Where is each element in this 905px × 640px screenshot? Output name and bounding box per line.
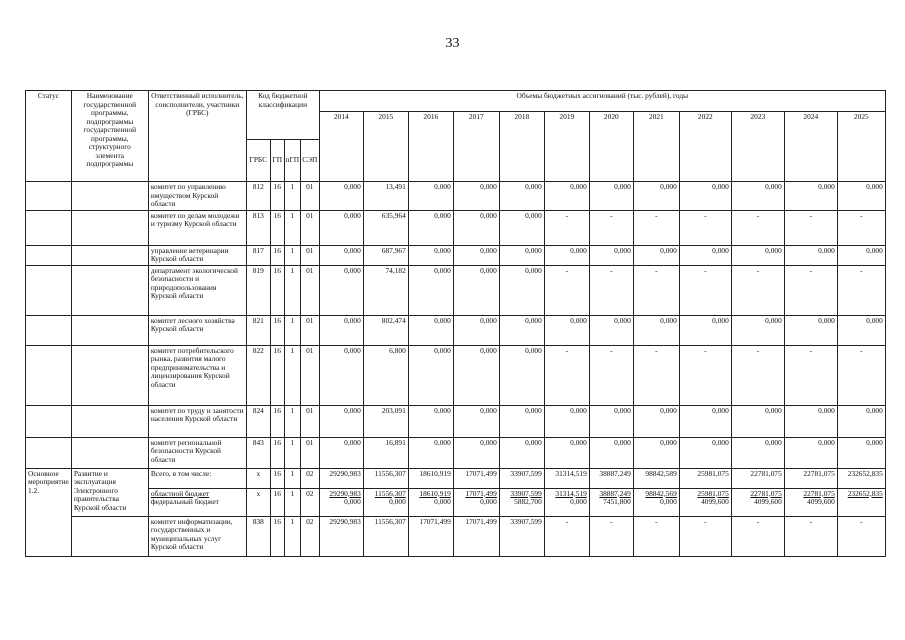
value-cell: 0,000	[837, 437, 885, 468]
value-cell: 0,000	[499, 265, 544, 315]
code-cell: 16	[270, 265, 284, 315]
value-cell: 0,000	[499, 315, 544, 345]
value-cell: 13,491	[363, 182, 408, 211]
value-cell: 0,000	[784, 315, 837, 345]
event-name-cell: Развитие и эксплуатация Электронного правительства Курской области	[71, 468, 148, 516]
value-cell: 0,000	[319, 345, 363, 405]
value-cell: 802,474	[363, 315, 408, 345]
value-cell: 0,000	[319, 437, 363, 468]
event-status-cell: Основное мероприятие 1.2.	[26, 468, 72, 556]
code-cell: 01	[300, 315, 319, 345]
value-cell: 98842,589	[633, 468, 679, 488]
page-number: 33	[445, 36, 460, 51]
value-cell: 0,000	[731, 437, 784, 468]
value-cell: 0,000	[544, 315, 589, 345]
code-cell: 01	[300, 405, 319, 437]
status-cell	[26, 210, 72, 245]
code-cell: х	[246, 488, 270, 516]
value-cell: 29290,983	[319, 468, 363, 488]
value-cell: 0,000	[679, 245, 731, 265]
code-cell: 16	[270, 315, 284, 345]
status-cell	[26, 245, 72, 265]
regional-budget-label: областной бюджет	[150, 488, 210, 498]
code-cell: 16	[270, 516, 284, 556]
code-cell: 16	[270, 468, 284, 488]
executor-cell: комитет по делам молодежи и туризму Курской области	[148, 210, 246, 245]
status-cell	[26, 265, 72, 315]
value-cell: -	[589, 345, 633, 405]
status-cell	[26, 345, 72, 405]
value-cell: 0,000	[408, 345, 453, 405]
value-cell: 17071,499	[453, 516, 499, 556]
value-cell: -	[731, 210, 784, 245]
code-cell: 16	[270, 182, 284, 211]
federal-value: 0,000	[344, 497, 361, 507]
value-cell: 0,000	[731, 182, 784, 211]
value-cell: -	[589, 516, 633, 556]
name-cell	[71, 182, 148, 211]
name-cell	[71, 245, 148, 265]
table-row	[26, 405, 886, 437]
value-cell: 33907,599	[499, 468, 544, 488]
value-cell: 22781,075	[731, 468, 784, 488]
value-cell: -	[633, 345, 679, 405]
federal-value: 4099,600	[807, 497, 835, 507]
table-row	[26, 516, 886, 556]
value-cell: -	[589, 265, 633, 315]
table-row	[26, 245, 886, 265]
name-cell	[71, 315, 148, 345]
value-cell: 0,000	[731, 405, 784, 437]
value-cell: -	[837, 345, 885, 405]
value-cell: 0,000	[633, 405, 679, 437]
regional-value: 29290,983	[329, 488, 361, 498]
value-cell: 16,891	[363, 437, 408, 468]
value-cell: 0,000	[453, 245, 499, 265]
code-cell: 1	[284, 315, 300, 345]
regional-value: 22781,075	[803, 488, 835, 498]
value-cell: 0,000	[319, 265, 363, 315]
name-cell	[71, 437, 148, 468]
header-year: 2018	[499, 112, 544, 182]
value-cell: -	[731, 516, 784, 556]
value-cell: 0,000	[544, 405, 589, 437]
code-cell: 1	[284, 405, 300, 437]
table-row	[26, 265, 886, 315]
executor-cell: управление ветеринарии Курской области	[148, 245, 246, 265]
name-cell	[71, 265, 148, 315]
code-cell: 16	[270, 488, 284, 516]
value-cell: -	[784, 345, 837, 405]
value-cell: 0,000	[453, 437, 499, 468]
federal-budget-label: федеральный бюджет	[150, 497, 219, 507]
header-code-spacer	[246, 112, 319, 140]
value-cell: 0,000	[453, 265, 499, 315]
value-cell: 74,182	[363, 265, 408, 315]
code-cell: 02	[300, 468, 319, 488]
budget-allocation-table	[25, 90, 886, 557]
value-cell: 0,000	[544, 182, 589, 211]
header-volumes-group: Объемы бюджетных ассигнований (тыс. рублей), годы	[319, 91, 885, 112]
code-cell: 1	[284, 182, 300, 211]
code-cell: 16	[270, 345, 284, 405]
code-cell: 813	[246, 210, 270, 245]
regional-value: 232652,835	[847, 488, 883, 498]
value-cell: 0,000	[319, 405, 363, 437]
value-cell: 0,000	[453, 182, 499, 211]
value-cell: 0,000	[633, 182, 679, 211]
value-cell: 0,000	[589, 245, 633, 265]
code-cell: 01	[300, 345, 319, 405]
value-cell: 0,000	[784, 405, 837, 437]
value-cell: 33907,599	[499, 516, 544, 556]
value-cell	[633, 488, 679, 516]
regional-value: 31314,519	[555, 488, 587, 498]
value-cell: 0,000	[731, 315, 784, 345]
value-cell: 11556,307	[363, 468, 408, 488]
header-year: 2020	[589, 112, 633, 182]
value-cell: 0,000	[589, 182, 633, 211]
regional-value: 22781,075	[750, 488, 782, 498]
value-cell: -	[633, 210, 679, 245]
header-year: 2021	[633, 112, 679, 182]
code-cell: 01	[300, 182, 319, 211]
value-cell: 0,000	[589, 315, 633, 345]
code-cell: 1	[284, 345, 300, 405]
value-cell: -	[544, 516, 589, 556]
executor-cell: департамент экологической безопасности и природопользования Курской области	[148, 265, 246, 315]
code-cell: 817	[246, 245, 270, 265]
value-cell: 0,000	[784, 245, 837, 265]
value-cell: 0,000	[679, 315, 731, 345]
value-cell: -	[679, 265, 731, 315]
header-name: Наименование государственной программы, подпрограммы государственной программы, структурного элемента подпрограммы	[71, 91, 148, 182]
regional-value: 98842,569	[645, 488, 677, 498]
value-cell: 11556,307	[363, 516, 408, 556]
value-cell: 0,000	[499, 182, 544, 211]
value-cell: 0,000	[408, 315, 453, 345]
regional-value: 25981,075	[697, 488, 729, 498]
table-row	[26, 315, 886, 345]
value-cell: -	[837, 516, 885, 556]
value-cell: 0,000	[319, 315, 363, 345]
header-year: 2024	[784, 112, 837, 182]
header-year: 2019	[544, 112, 589, 182]
header-year: 2025	[837, 112, 885, 182]
value-cell: 0,000	[408, 210, 453, 245]
header-code-col: ГП	[270, 140, 284, 182]
table-row	[26, 210, 886, 245]
value-cell: -	[679, 516, 731, 556]
value-cell: 29290,983	[319, 516, 363, 556]
code-cell: 16	[270, 245, 284, 265]
value-cell: -	[679, 345, 731, 405]
executor-cell: комитет по управлению имуществом Курской области	[148, 182, 246, 211]
value-cell	[499, 488, 544, 516]
value-cell: 0,000	[499, 210, 544, 245]
value-cell: 0,000	[731, 245, 784, 265]
code-cell: 1	[284, 210, 300, 245]
value-cell: 687,967	[363, 245, 408, 265]
value-cell: -	[544, 210, 589, 245]
value-cell: -	[784, 210, 837, 245]
code-cell: 819	[246, 265, 270, 315]
header-status: Статус	[26, 91, 72, 182]
executor-cell: комитет лесного хозяйства Курской области	[148, 315, 246, 345]
value-cell: -	[784, 516, 837, 556]
value-cell: 25981,075	[679, 468, 731, 488]
value-cell: 0,000	[679, 405, 731, 437]
code-cell: 822	[246, 345, 270, 405]
header-code-group: Код бюджетной классификации	[246, 91, 319, 112]
table-row	[26, 468, 886, 488]
value-cell: 0,000	[499, 245, 544, 265]
regional-value: 17071,499	[465, 488, 497, 498]
value-cell: 0,000	[319, 182, 363, 211]
value-cell: -	[633, 516, 679, 556]
value-cell: 0,000	[408, 245, 453, 265]
regional-value: 38887,249	[599, 488, 631, 498]
value-cell: 0,000	[837, 245, 885, 265]
value-cell: 232652,835	[837, 468, 885, 488]
executor-cell: комитет потребительского рынка, развития малого предпринимательства и лицензирования Курской области	[148, 345, 246, 405]
status-cell	[26, 405, 72, 437]
table-row	[26, 488, 886, 516]
code-cell: 1	[284, 468, 300, 488]
header-code-col: СЭП	[300, 140, 319, 182]
value-cell: 0,000	[453, 345, 499, 405]
value-cell	[589, 488, 633, 516]
value-cell: -	[837, 265, 885, 315]
regional-value: 33907,599	[510, 488, 542, 498]
value-cell	[837, 488, 885, 516]
value-cell: 203,091	[363, 405, 408, 437]
code-cell: 01	[300, 210, 319, 245]
value-cell: 0,000	[633, 315, 679, 345]
value-cell: -	[544, 265, 589, 315]
federal-value: 0,000	[480, 497, 497, 507]
value-cell: -	[731, 345, 784, 405]
federal-value: 4099,600	[701, 497, 729, 507]
value-cell: 0,000	[544, 437, 589, 468]
header-year: 2017	[453, 112, 499, 182]
value-cell: 0,000	[837, 315, 885, 345]
value-cell: 0,000	[679, 437, 731, 468]
federal-value: 4099,600	[754, 497, 782, 507]
code-cell: 02	[300, 516, 319, 556]
code-cell: х	[246, 468, 270, 488]
value-cell: 0,000	[499, 405, 544, 437]
table-row	[26, 437, 886, 468]
value-cell: 0,000	[837, 182, 885, 211]
value-cell: 0,000	[453, 405, 499, 437]
executor-cell: комитет информатизации, государственных и муниципальных услуг Курской области	[148, 516, 246, 556]
value-cell: 0,000	[589, 405, 633, 437]
value-cell	[319, 488, 363, 516]
name-cell	[71, 210, 148, 245]
value-cell: 0,000	[408, 182, 453, 211]
split-label-cell	[148, 488, 246, 516]
federal-value: 7451,800	[603, 497, 631, 507]
value-cell	[363, 488, 408, 516]
executor-cell: комитет региональной безопасности Курской области	[148, 437, 246, 468]
code-cell: 16	[270, 210, 284, 245]
status-cell	[26, 182, 72, 211]
total-label-cell: Всего, в том числе:	[148, 468, 246, 488]
federal-value: 0,000	[570, 497, 587, 507]
value-cell: 0,000	[837, 405, 885, 437]
code-cell: 01	[300, 437, 319, 468]
value-cell: 22781,075	[784, 468, 837, 488]
value-cell: 0,000	[408, 405, 453, 437]
name-cell	[71, 516, 148, 556]
value-cell: 0,000	[319, 245, 363, 265]
code-cell: 821	[246, 315, 270, 345]
value-cell	[408, 488, 453, 516]
value-cell: 0,000	[319, 210, 363, 245]
code-cell: 02	[300, 488, 319, 516]
value-cell: -	[633, 265, 679, 315]
federal-value: 0,000	[660, 497, 677, 507]
value-cell: 0,000	[589, 437, 633, 468]
code-cell: 16	[270, 437, 284, 468]
value-cell	[544, 488, 589, 516]
code-cell: 1	[284, 488, 300, 516]
table-row	[26, 182, 886, 211]
header-code-col: пГП	[284, 140, 300, 182]
value-cell: 0,000	[679, 182, 731, 211]
name-cell	[71, 405, 148, 437]
name-cell	[71, 345, 148, 405]
value-cell: 0,000	[544, 245, 589, 265]
value-cell: 0,000	[408, 265, 453, 315]
header-year: 2023	[731, 112, 784, 182]
header-executor: Ответственный исполнитель, соисполнители, участники (ГРБС)	[148, 91, 246, 182]
federal-value: 0,000	[389, 497, 406, 507]
status-cell	[26, 437, 72, 468]
value-cell: 18610,919	[408, 468, 453, 488]
federal-value: 5882,700	[514, 497, 542, 507]
value-cell	[731, 488, 784, 516]
value-cell: 31314,519	[544, 468, 589, 488]
code-cell: 01	[300, 245, 319, 265]
header-year: 2022	[679, 112, 731, 182]
value-cell: 0,000	[784, 182, 837, 211]
value-cell: 0,000	[408, 437, 453, 468]
code-cell: 812	[246, 182, 270, 211]
value-cell: 0,000	[453, 315, 499, 345]
value-cell: 0,000	[784, 437, 837, 468]
value-cell: 0,000	[453, 210, 499, 245]
regional-value: 11556,307	[374, 488, 406, 498]
code-cell: 01	[300, 265, 319, 315]
header-year: 2016	[408, 112, 453, 182]
code-cell: 16	[270, 405, 284, 437]
value-cell: 17071,499	[453, 468, 499, 488]
value-cell: 0,000	[499, 437, 544, 468]
value-cell: 0,000	[633, 245, 679, 265]
code-cell: 1	[284, 265, 300, 315]
code-cell: 1	[284, 516, 300, 556]
code-cell: 824	[246, 405, 270, 437]
code-cell: 1	[284, 245, 300, 265]
code-cell: 838	[246, 516, 270, 556]
value-cell: 6,800	[363, 345, 408, 405]
executor-cell: комитет по труду и занятости населения Курской области	[148, 405, 246, 437]
federal-value: 0,000	[434, 497, 451, 507]
value-cell: 0,000	[633, 437, 679, 468]
value-cell	[453, 488, 499, 516]
status-cell	[26, 315, 72, 345]
value-cell: -	[589, 210, 633, 245]
value-cell	[679, 488, 731, 516]
code-cell: 843	[246, 437, 270, 468]
header-year: 2015	[363, 112, 408, 182]
value-cell: 17071,499	[408, 516, 453, 556]
code-cell: 1	[284, 437, 300, 468]
table-row	[26, 345, 886, 405]
value-cell: -	[544, 345, 589, 405]
value-cell: 635,964	[363, 210, 408, 245]
regional-value: 18610,919	[419, 488, 451, 498]
value-cell: -	[679, 210, 731, 245]
header-year: 2014	[319, 112, 363, 182]
value-cell: 38887,249	[589, 468, 633, 488]
value-cell: -	[837, 210, 885, 245]
header-code-col: ГРБС	[246, 140, 270, 182]
value-cell	[784, 488, 837, 516]
value-cell: -	[784, 265, 837, 315]
value-cell: 0,000	[499, 345, 544, 405]
value-cell: -	[731, 265, 784, 315]
